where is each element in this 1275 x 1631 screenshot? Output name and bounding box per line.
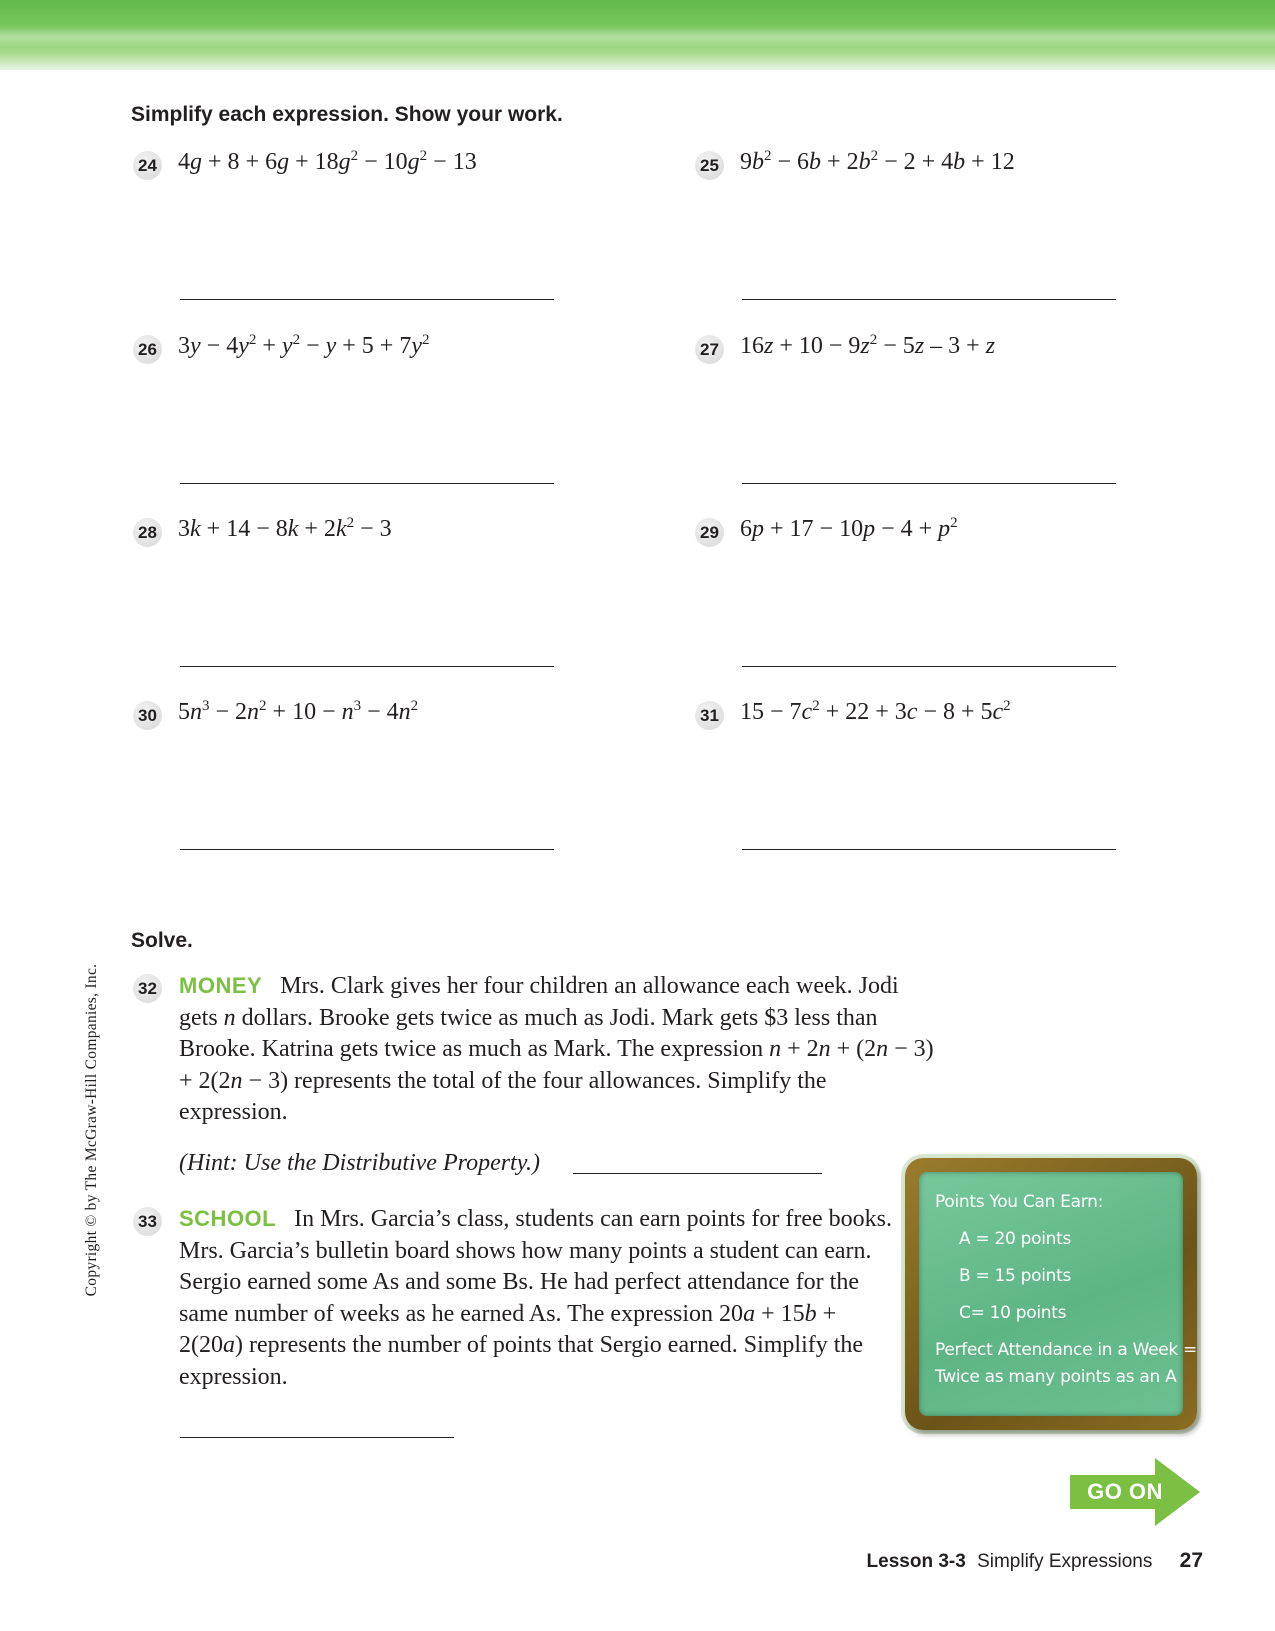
board-line-a: A = 20 points (959, 1229, 1072, 1249)
problem-label: MONEY (179, 973, 263, 998)
problem-expression: $6p + 17 - 10p - 4 + p^2$ (740, 515, 958, 542)
page-number: 27 (1179, 1549, 1203, 1572)
answer-line-32[interactable] (573, 1173, 822, 1174)
board-line-c: C= 10 points (959, 1303, 1067, 1323)
solve-heading: Solve. (131, 929, 193, 952)
board-title: Points You Can Earn: (935, 1192, 1103, 1212)
top-color-band (0, 0, 1275, 70)
problem-expression: $5n^3 - 2n^2 + 10 - n^3 - 4n^2$ (178, 698, 419, 725)
board-attendance-2: Twice as many points as an A (935, 1367, 1177, 1387)
problem-label: SCHOOL (179, 1206, 277, 1231)
board-line-b: B = 15 points (959, 1266, 1072, 1286)
problem-number: 30 (133, 701, 162, 730)
lesson-title: Simplify Expressions (977, 1551, 1153, 1572)
word-problem-33 (179, 1203, 895, 1393)
answer-line-27[interactable] (742, 483, 1116, 484)
problem-number: 31 (695, 701, 724, 730)
problem-text: Mrs. Clark gives her four children an allowance each week. Jodi gets n dollars. Brooke gets twice as much as Jodi. Mark gets $3 less than Brooke. Katrina gets twice as much as Mark. The expression n + 2n + (2n − 3) + 2(2n − 3) represents the total of the four allowances. Simplify the expression. (179, 973, 934, 1125)
instructions-heading: Simplify each expression. Show your work. (131, 103, 563, 126)
answer-line-24[interactable] (180, 299, 554, 300)
problem-number: 28 (133, 518, 162, 547)
problem-expression: $3y - 4y^2 + y^2 - y + 5 + 7y^2$ (178, 332, 430, 359)
answer-line-25[interactable] (742, 299, 1116, 300)
problem-number: 24 (133, 151, 162, 180)
board-attendance-1: Perfect Attendance in a Week = (935, 1340, 1197, 1360)
answer-line-29[interactable] (742, 666, 1116, 667)
problem-number: 26 (133, 335, 162, 364)
go-on-label: GO ON (1087, 1479, 1163, 1504)
answer-line-28[interactable] (180, 666, 554, 667)
answer-line-31[interactable] (742, 849, 1116, 850)
copyright-notice: Copyright © by The McGraw-Hill Companies, Inc. (83, 963, 100, 1297)
problem-number: 27 (695, 335, 724, 364)
go-on-arrow[interactable] (1070, 1458, 1200, 1526)
problem-expression: $3k + 14 - 8k + 2k^2 - 3$ (178, 515, 392, 542)
lesson-number: Lesson 3-3 (866, 1551, 966, 1572)
answer-line-30[interactable] (180, 849, 554, 850)
answer-line-26[interactable] (180, 483, 554, 484)
answer-line-33[interactable] (180, 1437, 454, 1438)
problem-number-33: 33 (133, 1207, 162, 1236)
problem-expression: $4g + 8 + 6g + 18g^2 - 10g^2 - 13$ (178, 148, 477, 175)
problem-number: 25 (695, 151, 724, 180)
problem-expression: $9b^2 - 6b + 2b^2 - 2 + 4b + 12$ (740, 148, 1015, 175)
problem-text: In Mrs. Garcia’s class, students can earn points for free books. Mrs. Garcia’s bulletin board shows how many points a student can earn. Sergio earned some As and some Bs. He had perfect attendance for the same number of weeks as he earned As. The expression 20a + 15b + 2(20a) represents the number of points that Sergio earned. Simplify the expression. (179, 1206, 892, 1390)
problem-number: 29 (695, 518, 724, 547)
problem-expression: $16z + 10 - 9z^2 - 5z - 3 + z$ (740, 332, 996, 359)
problem-number-32: 32 (133, 974, 162, 1003)
word-problem-32 (179, 970, 939, 1129)
hint-text: (Hint: Use the Distributive Property.) (179, 1150, 541, 1176)
page-footer (867, 1549, 1203, 1573)
problem-expression: $15 - 7c^2 + 22 + 3c - 8 + 5c^2$ (740, 698, 1011, 725)
bulletin-board (905, 1158, 1197, 1430)
board-surface (919, 1172, 1197, 1416)
